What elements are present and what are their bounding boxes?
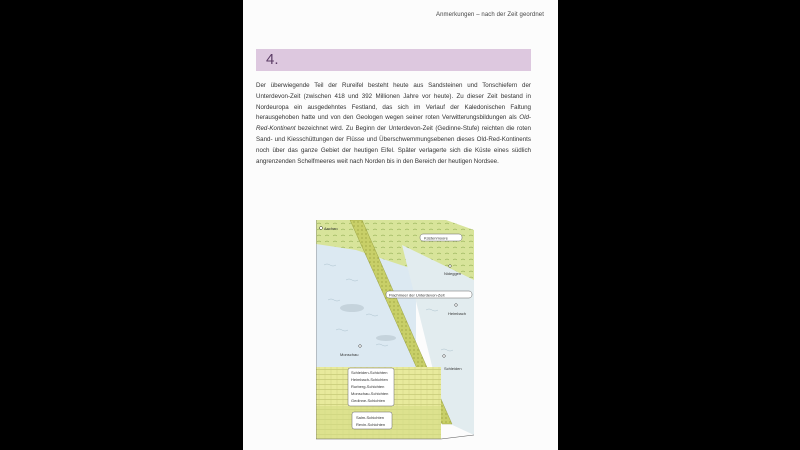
paragraph-text-2: bezeichnet wird. Zu Beginn der Unterdevon-Zeit (Gedinne-Stufe) reichten die roten Sand- und Kiesschüttungen der Flüsse und Überschwemmungsebenen dieses Old-Red-Kontinents noch über das ganze Gebiet der heutigen Eifel. Später verlagerte sich die Küste eines südlich angrenzenden Schelfmeeres weit nach Norden bis in den Bereich der heutigen Nordsee. xyxy=(256,125,531,165)
body-paragraph xyxy=(256,81,531,167)
strata-label: Salm-Schichten xyxy=(356,415,385,420)
monschau-marker-icon xyxy=(359,345,362,348)
strata-label: Gedinne-Schichten xyxy=(351,398,386,403)
town-label-nideggen: Nideggen xyxy=(444,271,462,276)
sea-shoal xyxy=(340,304,364,312)
book-page xyxy=(243,0,558,450)
strata-label: Rurberg-Schichten xyxy=(351,384,385,389)
heimbach-marker-icon xyxy=(455,304,458,307)
section-number: 4. xyxy=(266,51,279,68)
strata-label: Revin-Schichten xyxy=(356,422,386,427)
town-label-schleiden: Schleiden xyxy=(444,366,462,371)
paragraph-text-1: Der überwiegende Teil der Rureifel besteht heute aus Sandsteinen und Tonschiefern der Unterdevon-Zeit (zwischen 418 und 392 Millionen Jahre vor heute). Zu dieser Zeit bestand in Nordeuropa ein ausgedehntes Festland, das sich im Verlauf der Kaledonischen Faltung herausgehoben hatte und von den Geologen wegen seiner roten Verwitterungsbildungen als xyxy=(256,82,531,122)
town-label-monschau: Monschau xyxy=(340,352,359,357)
block-diagram-svg xyxy=(316,220,474,446)
nideggen-marker-icon xyxy=(449,265,452,268)
running-head: Anmerkungen – nach der Zeit geordnet xyxy=(436,12,544,18)
label-shelf-sea: Flachmeer der Unterdevon-Zeit xyxy=(389,292,445,298)
strata-label: Heimbach-Schichten xyxy=(351,377,388,382)
strata-label: Schleiden-Schichten xyxy=(351,370,388,375)
sea-shoal xyxy=(376,335,396,341)
schleiden-marker-icon xyxy=(443,355,446,358)
town-label-heimbach: Heimbach xyxy=(448,311,467,316)
section-heading-bar xyxy=(256,49,531,71)
strata-label: Monschau-Schichten xyxy=(351,391,389,396)
label-coast: Küstenmoore xyxy=(424,235,448,241)
aachen-marker-icon xyxy=(320,227,323,230)
paragraph-italic-term: Old-Red-Kontinent xyxy=(256,114,531,133)
geology-block-diagram xyxy=(316,220,474,446)
town-label-aachen: Aachen xyxy=(324,226,338,231)
